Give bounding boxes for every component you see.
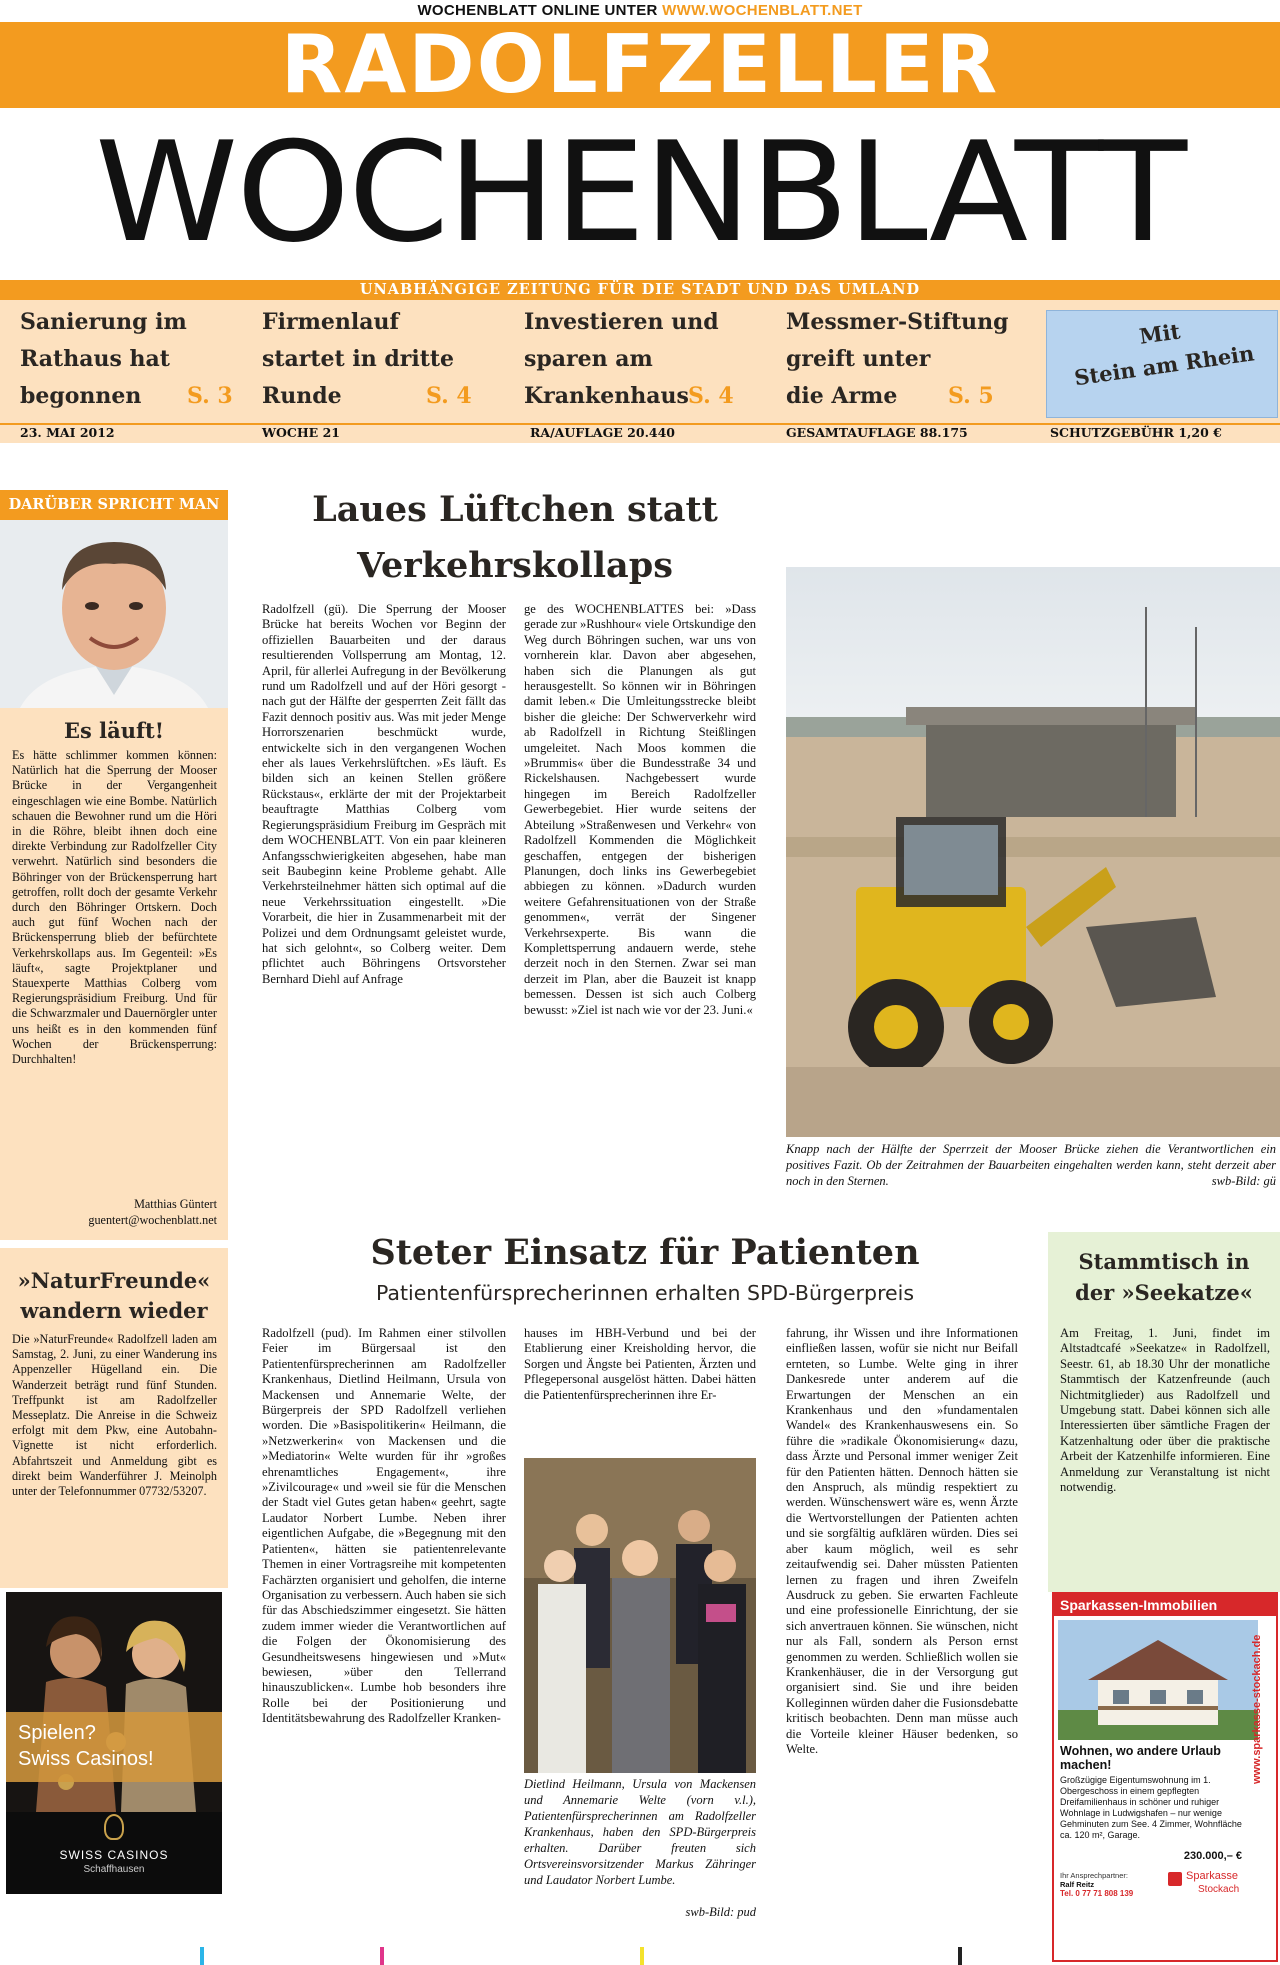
print-mark-cyan: [200, 1947, 204, 1965]
second-col1: Radolfzell (pud). Im Rahmen einer stilvollen Feier im Bürgersaal ist den Patientenfürsprecherinnen am Radolfzeller Krankenhaus, Dietlind Heilmann, Ursula von Mackensen und Annemarie Welte, der Bürgerpreis der SPD Radolfzell verliehen worden. Die »Basispolitikerin« Heilmann, die »Netzwerkerin« von Mackensen und die »Mediatorin« Welte wurden für ihr »großes ehrenamtliches Engagement«, ihre »Zivilcourage« und »weil sie für die Menschen der Stadt viel Gutes getan haben« geehrt, sagte Laudator Norbert Lumbe. Neben ihrer eigentlichen Aufgabe, die »Begegnung mit den Patienten«, hätten sie patientenrelevante Themen in einer Vortragsreihe mit kompetenten Fachärzten organisiert und geholfen, die interne Organisation zu verbessern. Auch haben sie sich für das Abschiedszimmer eingesetzt. Sie hätten zudem immer wieder die Verantwortlichen auf die Folgen der Ökonomisierung des Gesundheitswesens hingewiesen und »Mut« bewiesen, »über den Tellerrand hinauszublicken«. Lumbe hob besonders ihre Rolle bei der Positionierung und Identitätsbewahrung des Radolfzeller Kranken-: [262, 1326, 506, 1726]
teaser-3-line1: Investieren und: [524, 309, 719, 335]
lead-headline: [260, 482, 770, 594]
teaser-2[interactable]: [262, 304, 492, 415]
sparkasse-contact-name: Ralf Reitz: [1060, 1880, 1095, 1889]
sparkasse-body: Großzügige Eigentumswohnung im 1. Obergeschoss in einem gepflegten Dreifamilienhaus in schöner und ruhiger Wohnlage in Ludwigshafen – nur wenige Gehminuten zum See. 4 Zimmer, Wohnfläche ca. 120 m², Garage.: [1060, 1775, 1242, 1840]
second-col3: fahrung, ihr Wissen und ihre Informationen einfließen lassen, wofür sie nicht nur Beifall ernteten, so Lumbe. Welte ging in ihrer Dankesrede unter anderem auf die Erwartungen der Menschen an ein Krankenhaus und den »fundamentalen Wandel« des Krankenhauswesens ein. So führe die »radikale Ökonomisierung« dazu, dass Ärzte und Personal immer weniger Zeit für den Patienten hätten. Dennoch hätten sie den Anspruch, als mündig respektiert zu werden. Wünschenswert wäre es, wenn Ärzte die Wertvorstellungen der Patienten achten und sie sorgfältig aufklären würden. Dies sei aber kaum möglich, weil es sehr zeitaufwendig sei. Daher müssten Patienten lernen zu fragen und ihren Zweifeln Ausdruck zu geben. Sie erwarten Fachleute und eine professionelle Einrichtung, der sie sich anvertrauen können. Sie wünschen, nicht nur als Fall, sondern als Person ernst genommen zu werden. Schließlich wollen sie Krankenhäuser, die in der Versorgung gut organisiert sind. Sie und ihre beiden Kolleginnen würden daher die Fusionsdebatte kritisch beobachten. Denn man müsse auch die Vorteile kleiner Häuser bedenken, so Welte.: [786, 1326, 1018, 1756]
sparkasse-header: Sparkassen-Immobilien: [1054, 1594, 1278, 1616]
sparkasse-phone[interactable]: Tel. 0 77 71 808 139: [1060, 1889, 1134, 1898]
masthead-name: WOCHENBLATT: [94, 112, 1186, 273]
teaser-2-line3: Runde: [262, 383, 342, 409]
casino-tagline: [6, 1712, 222, 1782]
lead-headline-line2: Verkehrskollaps: [357, 545, 673, 586]
stammtisch-title: [1048, 1246, 1280, 1308]
sidebar-kicker: DARÜBER SPRICHT MAN: [8, 496, 220, 513]
teaser-3-line2: sparen am: [524, 346, 653, 372]
teaser-1-page: S. 3: [187, 383, 233, 409]
promo-line2: Stein am Rhein: [1072, 340, 1256, 391]
masthead-tagline: UNABHÄNGIGE ZEITUNG FÜR DIE STADT UND DAS UMLAND: [359, 281, 921, 298]
sidebar-author: Matthias Güntert: [134, 1197, 217, 1211]
teaser-2-page: S. 4: [426, 383, 472, 409]
teaser-3-line3: Krankenhaus: [524, 383, 689, 409]
sidebar-email[interactable]: guentert@wochenblatt.net: [88, 1213, 217, 1227]
sparkasse-logo-icon: [1168, 1872, 1182, 1886]
topline-text: WOCHENBLATT ONLINE UNTER: [417, 2, 663, 19]
second-col2-top: hauses im HBH-Verbund und bei der Etablierung einer Kreisholding hervor, die Sorgen und Ängste bei Patienten, Ärzten und Pflegepersonal ausgelöst hätten. Dabei hätten die Patientenfürsprecherinnen ihre Er-: [524, 1326, 756, 1402]
sparkasse-side-url[interactable]: www.sparkasse-stockach.de: [1251, 1634, 1263, 1784]
print-mark-magenta: [380, 1947, 384, 1965]
lead-col1: Radolfzell (gü). Die Sperrung der Mooser Brücke hat bereits Wochen vor Beginn der offiziellen Bauarbeiten und der daraus resultierenden Vollsperrung am Montag, 12. April, für allerlei Aufregung in der Bevölkerung rund um Radolfzell und auf der Höri gesorgt - nach gut der Hälfte der gesperrten Zeit fällt das Fazit dennoch positiv aus. Was mit jeder Menge Horrorszenarien beschmückt wurde, entwickelte sich in den vergangenen Wochen eher als laues Verkehrslüftchen. »Es läuft. Es bilden sich an keinen Stellen größere Rückstaus«, erklärte der mit der Projektarbeit beauftragte Matthias Colberg vom Regierungspräsidium Freiburg im Gespräch mit dem WOCHENBLATT. Von ein paar kleineren Anfangsschwierigkeiten abgesehen, habe man seit Baubeginn keine Probleme gehabt. Alle Verkehrsteilnehmer hätten sich optimal auf die neue Verkehrssituation eingestellt. »Die Vorarbeit, die hier in Zusammenarbeit mit der Polizei und dem Ordnungsamt geleistet wurde, hat sich gelohnt«, so Colberg weiter. Dem pflichtet auch Böhringens Ortsvorsteher Bernhard Diehl auf Anfrage: [262, 602, 506, 986]
naturfreunde-body: Die »NaturFreunde« Radolfzell laden am Samstag, 2. Juni, zu einer Wanderung ins Appenzeller Hügelland ein. Die Wanderzeit beträgt rund fünf Stunden. Treffpunkt ist am Radolfzeller Messeplatz. Die Anreise in die Schweiz erfolgt mit dem Pkw, eine Autobahn-Vignette ist nicht erforderlich. Abfahrtszeit und Anmeldung gibt es direkt beim Wanderführer J. Meinolph unter der Telefonnummer 07732/53207.: [12, 1332, 217, 1499]
second-headline: Steter Einsatz für Patienten: [370, 1232, 920, 1273]
sidebar-title: Es läuft!: [64, 718, 164, 743]
casino-line2: Swiss Casinos!: [18, 1748, 154, 1770]
masthead-city: RADOLFZELLER: [280, 18, 1000, 111]
teaser-2-line1: Firmenlauf: [262, 309, 399, 335]
teaser-4-line1: Messmer-Stiftung: [786, 309, 1009, 335]
teaser-4-line3: die Arme: [786, 383, 898, 409]
naturfreunde-title-line2: wandern wieder: [20, 1298, 208, 1323]
topline-url[interactable]: WWW.WOCHENBLATT.NET: [662, 2, 863, 19]
sparkasse-bank: Sparkasse: [1186, 1870, 1238, 1882]
stammtisch-title-line1: Stammtisch in: [1078, 1249, 1250, 1274]
teaser-1-line3: begonnen: [20, 383, 142, 409]
print-mark-black: [958, 1947, 962, 1965]
teaser-1-line1: Sanierung im: [20, 309, 187, 335]
author-photo: [0, 520, 228, 708]
teaser-2-line2: startet in dritte: [262, 346, 455, 372]
sidebar-body: Es hätte schlimmer kommen können: Natürlich hat die Sperrung der Mooser Brücke in der Vergangenheit eingeschlagen wie eine Bombe. Natürlich schauen die Bewohner rund um die Höri in die Röhre, bleibt ihnen doch eine direkte Verbindung zur Radolfzeller City verwehrt. Natürlich sind besonders die Böhringer von der Brückensperrung hart getroffen, rollt doch der gesamte Verkehr durch den Böhringer Ortskern. Doch auch gut fünf Wochen nach der Brückensperrung blieb der befürchtete Verkehrskollaps aus. Im Gegenteil: »Es läuft«, sagte Projektplaner und Stauexperte Matthias Colberg vom Regierungspräsidium Freiburg. Und für die Schwarzmaler und Dauernörgler unter uns heißt es in den kommenden fünf Wochen der Brückensperrung: Durchhalten!: [12, 748, 217, 1067]
teaser-4-line2: greift unter: [786, 346, 931, 372]
teaser-3[interactable]: [524, 304, 764, 415]
casino-brand: SWISS CASINOS: [59, 1848, 169, 1862]
issue-date: 23. MAI 2012: [20, 425, 115, 440]
sparkasse-price: 230.000,– €: [1183, 1850, 1242, 1862]
promo-line1: Mit: [1137, 318, 1182, 349]
lead-credit: swb-Bild: gü: [1211, 1174, 1276, 1188]
lead-caption: Knapp nach der Hälfte der Sperrzeit der Mooser Brücke ziehen die Verantwortlichen ein positives Fazit. Ob der Zeitrahmen der Bauarbeiten eingehalten werden kann, steht derzeit aber noch in den Sternen.: [786, 1142, 1276, 1188]
sparkasse-title: Wohnen, wo andere Urlaub machen!: [1060, 1744, 1221, 1772]
issue-total: GESAMTAUFLAGE 88.175: [786, 425, 968, 440]
issue-fee: SCHUTZGEBÜHR 1,20 €: [1050, 425, 1222, 440]
issue-week: WOCHE 21: [262, 425, 340, 440]
teaser-4[interactable]: [786, 304, 1036, 415]
second-caption: Dietlind Heilmann, Ursula von Mackensen und Annemarie Welte (vorn v.l.), Patientenfürsprecherinnen am Radolfzeller Krankenhaus, haben den SPD-Bürgerpreis erhalten. Darüber freuten sich Ortsvereinsvorsitzender Markus Zähringer und Laudator Norbert Lumbe.: [524, 1777, 756, 1887]
sparkasse-house-photo: [1058, 1620, 1258, 1740]
print-mark-yellow: [640, 1947, 644, 1965]
sparkasse-ad[interactable]: [1052, 1592, 1278, 1962]
naturfreunde-title: [0, 1266, 228, 1326]
stammtisch-body: Am Freitag, 1. Juni, findet im Altstadtcafé »Seekatze« in Radolfzell, Seestr. 61, ab 18.30 Uhr der monatliche Stammtisch der Katzenfreunde (auch Nichtmitglieder) aus Radolfzell und Umgebung statt. Dabei können sich alle Interessierten über sämtliche Fragen der Katzenhaltung oder über die praktische Arbeit der Katzenhilfe informieren. Eine Anmeldung zur Veranstaltung ist nicht notwendig.: [1060, 1326, 1270, 1495]
naturfreunde-title-line1: »NaturFreunde«: [17, 1268, 211, 1293]
lead-headline-line1: Laues Lüftchen statt: [312, 489, 718, 530]
sparkasse-bank-city: Stockach: [1198, 1884, 1240, 1895]
teaser-4-page: S. 5: [948, 383, 994, 409]
casino-logo-icon: [104, 1814, 124, 1840]
casino-ad[interactable]: [6, 1592, 222, 1894]
teaser-3-page: S. 4: [688, 383, 734, 409]
issue-circulation: RA/AUFLAGE 20.440: [530, 425, 676, 440]
second-photo: [524, 1458, 756, 1773]
casino-line1: Spielen?: [18, 1722, 96, 1744]
lead-photo: [786, 567, 1280, 1137]
lead-col2: ge des WOCHENBLATTES bei: »Dass gerade zur »Rushhour« viele Ortskundige den Weg durch Böhringen suchen, war uns von vornherein klar. Davon aber abgesehen, haben sich die Planungen als gut herausgestellt. So können wir in Böhringen damit leben.« Die Umleitungsstrecke bleibt bisher die gleiche: Der Schwerverkehr wird ab Radolfzell in Richtung Steißlingen umgeleitet. Nach Moos kommen die »Brummis« über die Bundesstraße 34 und Rickelshausen. Nachgebessert wurde hingegen im Bereich Radolfzeller Gewerbegebiet. Hier wurde seitens der Abteilung »Straßenwesen und Verkehr« von Radolfzell Kommenden die Möglichkeit geschaffen, entgegen der bisherigen Planungen, doch links ins Gewerbegebiet abbiegen zu können. »Dadurch wurden weitere Gefahrensituationen von der Straße genommen«, verrät der Singener Verkehrsexperte. Bis wann die Komplettsperrung andauern werde, stehe derzeit noch in den Sternen. Zwar sei man derzeit im Plan, aber die Bauzeit ist knapp bemessen. Dessen ist sich auch Colberg bewusst: »Ziel ist nach wie vor der 23. Juni.«: [524, 602, 756, 1017]
casino-location: Schaffhausen: [83, 1864, 145, 1875]
teaser-1-line2: Rathaus hat: [20, 346, 170, 372]
stammtisch-title-line2: der »Seekatze«: [1075, 1280, 1253, 1305]
second-subheadline: Patientenfürsprecherinnen erhalten SPD-Bürgerpreis: [375, 1281, 915, 1305]
sparkasse-contact-label: Ihr Ansprechpartner:: [1060, 1871, 1128, 1880]
second-credit: swb-Bild: pud: [685, 1905, 756, 1919]
teaser-1[interactable]: [20, 304, 250, 415]
